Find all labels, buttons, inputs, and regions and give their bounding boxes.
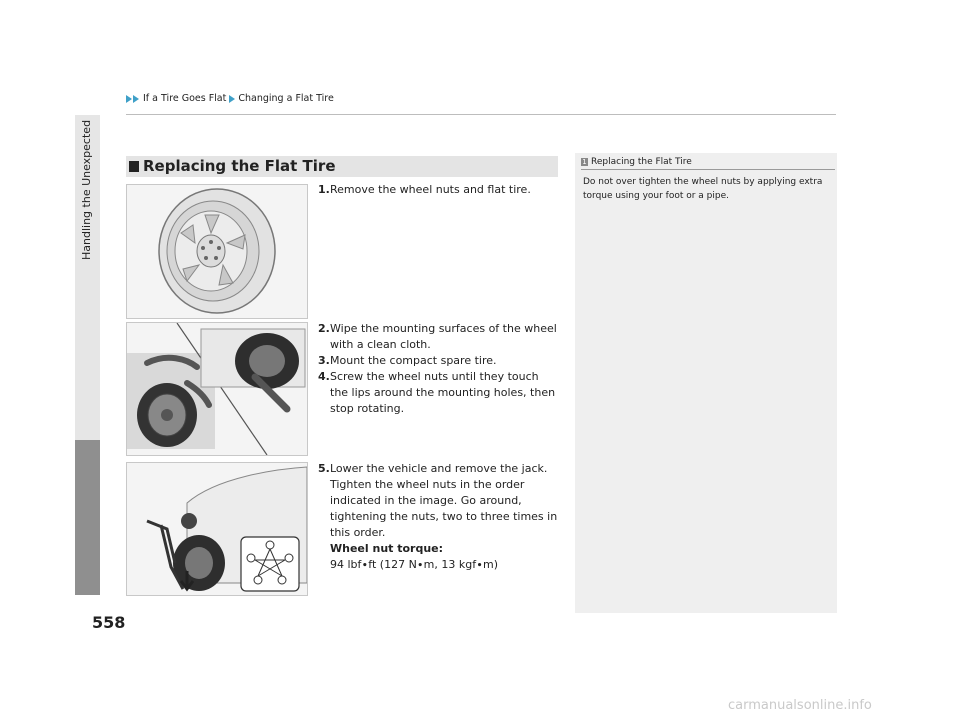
torque-label: Wheel nut torque: [330, 542, 444, 555]
step-number: 5. [318, 462, 330, 475]
note-reference-icon: 1 [582, 158, 587, 166]
breadcrumb [126, 93, 334, 104]
breadcrumb-item-if-a-tire-goes-flat[interactable]: If a Tire Goes Flat [143, 93, 227, 104]
step-list-5 [318, 461, 558, 573]
breadcrumb-item-changing-a-flat-tire[interactable]: Changing a Flat Tire [238, 93, 334, 104]
watermark: carmanualsonline.info [728, 698, 872, 713]
mount-spare-tire-illustration [126, 322, 308, 456]
breadcrumb-arrow-icon [126, 95, 132, 103]
step-item [318, 461, 558, 573]
step-text: Remove the wheel nuts and flat tire. [330, 183, 531, 196]
step-text: Lower the vehicle and remove the jack. Tighten the wheel nuts in the order indicated in the image. Go around, tightening the nuts, two to three times in this order. [330, 462, 558, 539]
tightening-order-illustration [126, 462, 308, 596]
step-item [318, 353, 558, 369]
side-note-rule [581, 169, 835, 170]
step-text: Wipe the mounting surfaces of the wheel with a clean cloth. [330, 322, 557, 351]
step-item [318, 321, 558, 353]
step-number: 1. [318, 183, 330, 196]
breadcrumb-arrow-icon [133, 95, 139, 103]
section-title: Replacing the Flat Tire [143, 157, 336, 175]
side-note-heading [581, 157, 692, 167]
section-heading [129, 156, 336, 177]
header-rule [126, 114, 836, 115]
side-note-panel [575, 153, 837, 613]
page-number: 558 [92, 613, 126, 632]
step-item [318, 369, 558, 417]
side-note-title: Replacing the Flat Tire [591, 157, 692, 167]
side-tab-label: Handling the Unexpected [80, 120, 93, 261]
breadcrumb-arrow-icon [229, 95, 235, 103]
step-text: Mount the compact spare tire. [330, 354, 497, 367]
section-square-icon [129, 161, 139, 172]
step-list-2-4 [318, 321, 558, 417]
side-tab-marker [75, 440, 100, 595]
torque-value: 94 lbf∙ft (127 N∙m, 13 kgf∙m) [330, 558, 498, 571]
step-text: Screw the wheel nuts until they touch the lips around the mounting holes, then stop rotating. [330, 370, 556, 415]
step-number: 4. [318, 370, 330, 383]
step-list-1 [318, 182, 558, 198]
step-number: 2. [318, 322, 330, 335]
step-number: 3. [318, 354, 330, 367]
side-note-text: Do not over tighten the wheel nuts by applying extra torque using your foot or a pipe. [583, 177, 823, 201]
step-item [318, 182, 558, 198]
wheel-illustration [126, 184, 308, 319]
